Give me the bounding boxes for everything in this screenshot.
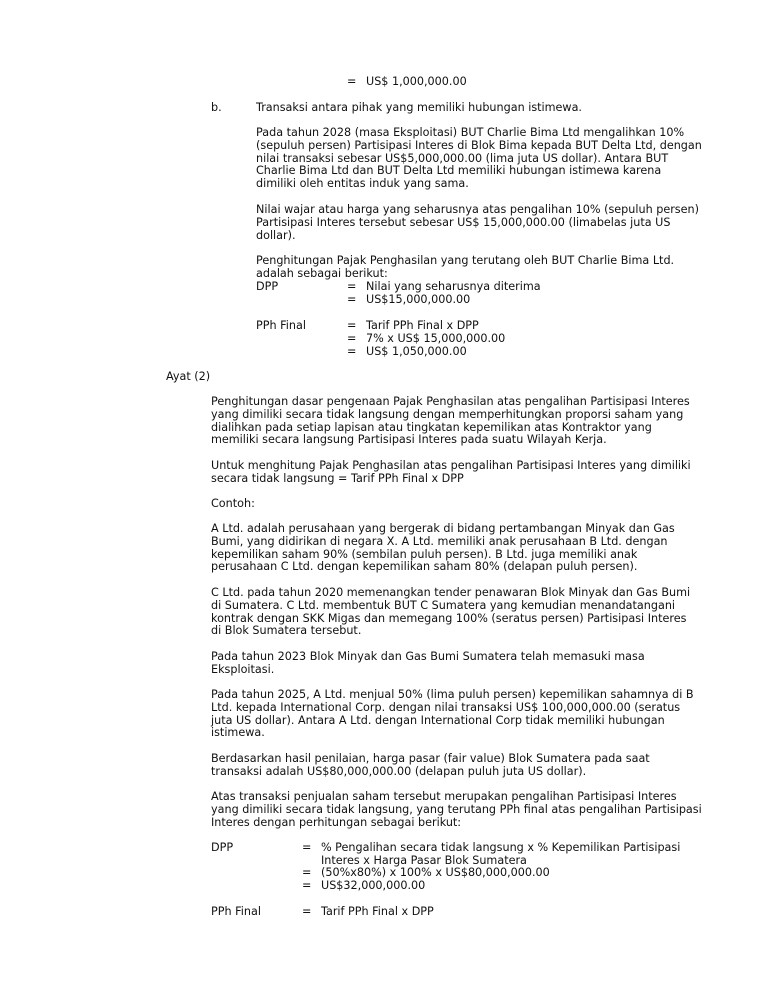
pph-line: US$ 1,050,000.00: [366, 345, 467, 358]
ayat2-paragraph-3: A Ltd. adalah perusahaan yang bergerak di bidang pertambangan Minyak dan Gas Bumi, yang didirikan di negara X. A Ltd. memiliki anak perusahaan B Ltd. dengan kepemilikan saham 90% (sembilan puluh persen). B Ltd. juga memiliki anak perusahaan C Ltd. dengan kepemilikan saham 80% (delapan puluh persen).: [211, 522, 675, 574]
dpp-line: (50%x80%) x 100% x US$80,000,000.00: [321, 866, 550, 879]
dpp-line: % Pengalihan secara tidak langsung x % Kepemilikan Partisipasi: [321, 841, 681, 854]
item-b-title: Transaksi antara pihak yang memiliki hubungan istimewa.: [256, 101, 582, 114]
ayat2-paragraph-2: Untuk menghitung Pajak Penghasilan atas pengalihan Partisipasi Interes yang dimiliki secara tidak langsung = Tarif PPh Final x DPP: [211, 459, 691, 485]
equals-sign: =: [302, 879, 312, 892]
ayat2-paragraph-1: Penghitungan dasar pengenaan Pajak Penghasilan atas pengalihan Partisipasi Interes yang dimiliki secara tidak langsung dengan memperhitungkan proporsi saham yang dialihkan pada setiap lapisan atau tingkatan kepemilikan atas Kontraktor yang memiliki secara langsung Partisipasi Interes pada suatu Wilayah Kerja.: [211, 395, 690, 447]
item-b-label: b.: [211, 101, 222, 114]
item-b-paragraph-2: Nilai wajar atau harga yang seharusnya atas pengalihan 10% (sepuluh persen) Partisipasi Interes tersebut sebesar US$ 15,000,000.00 (limabelas juta US dollar).: [256, 203, 699, 242]
equals-sign: =: [347, 345, 357, 358]
equals-sign: =: [347, 280, 357, 293]
equals-sign: =: [347, 75, 357, 88]
dpp-label: DPP: [256, 280, 279, 293]
pph-final-label: PPh Final: [256, 319, 306, 332]
dpp-line: Nilai yang seharusnya diterima: [366, 280, 541, 293]
ayat2-paragraph-8: Atas transaksi penjualan saham tersebut merupakan pengalihan Partisipasi Interes yang dimiliki secara tidak langsung, yang terutang PPh final atas pengalihan Partisipasi Interes dengan perhitungan sebagai berikut:: [211, 790, 702, 829]
dpp-line: Interes x Harga Pasar Blok Sumatera: [321, 854, 527, 867]
dpp-label: DPP: [211, 841, 234, 854]
equals-sign: =: [302, 866, 312, 879]
item-b-paragraph-3: Penghitungan Pajak Penghasilan yang terutang oleh BUT Charlie Bima Ltd. adalah sebagai berikut:: [256, 254, 675, 280]
item-b-paragraph-1: Pada tahun 2028 (masa Eksploitasi) BUT Charlie Bima Ltd mengalihkan 10% (sepuluh persen) Partisipasi Interes di Blok Bima kepada BUT Delta Ltd, dengan nilai transaksi sebesar US$5,000,000.00 (lima juta US dollar). Antara BUT Charlie Bima Ltd dan BUT Delta Ltd memiliki hubungan istimewa karena dimiliki oleh entitas induk yang sama.: [256, 126, 702, 191]
ayat2-paragraph-7: Berdasarkan hasil penilaian, harga pasar (fair value) Blok Sumatera pada saat transaksi adalah US$80,000,000.00 (delapan puluh juta US dollar).: [211, 752, 650, 778]
ayat2-paragraph-6: Pada tahun 2025, A Ltd. menjual 50% (lima puluh persen) kepemilikan sahamnya di B Ltd. kepada International Corp. dengan nilai transaksi US$ 100,000,000.00 (seratus juta US dollar). Antara A Ltd. dengan International Corp tidak memiliki hubungan istimewa.: [211, 688, 694, 740]
pph-line: 7% x US$ 15,000,000.00: [366, 332, 506, 345]
ayat2-paragraph-5: Pada tahun 2023 Blok Minyak dan Gas Bumi Sumatera telah memasuki masa Eksploitasi.: [211, 650, 645, 676]
pph-final-label: PPh Final: [211, 905, 261, 918]
equals-sign: =: [302, 905, 312, 918]
top-result-value: US$ 1,000,000.00: [366, 75, 467, 88]
pph-line: Tarif PPh Final x DPP: [366, 319, 479, 332]
section-heading: Ayat (2): [166, 370, 211, 383]
contoh-label: Contoh:: [211, 497, 255, 510]
dpp-line: US$32,000,000.00: [321, 879, 426, 892]
dpp-line: US$15,000,000.00: [366, 293, 471, 306]
equals-sign: =: [347, 293, 357, 306]
equals-sign: =: [347, 332, 357, 345]
equals-sign: =: [347, 319, 357, 332]
equals-sign: =: [302, 841, 312, 854]
pph-line: Tarif PPh Final x DPP: [321, 905, 434, 918]
ayat2-paragraph-4: C Ltd. pada tahun 2020 memenangkan tender penawaran Blok Minyak dan Gas Bumi di Sumatera. C Ltd. membentuk BUT C Sumatera yang kemudian menandatangani kontrak dengan SKK Migas dan memegang 100% (seratus persen) Partisipasi Interes di Blok Sumatera tersebut.: [211, 586, 691, 638]
